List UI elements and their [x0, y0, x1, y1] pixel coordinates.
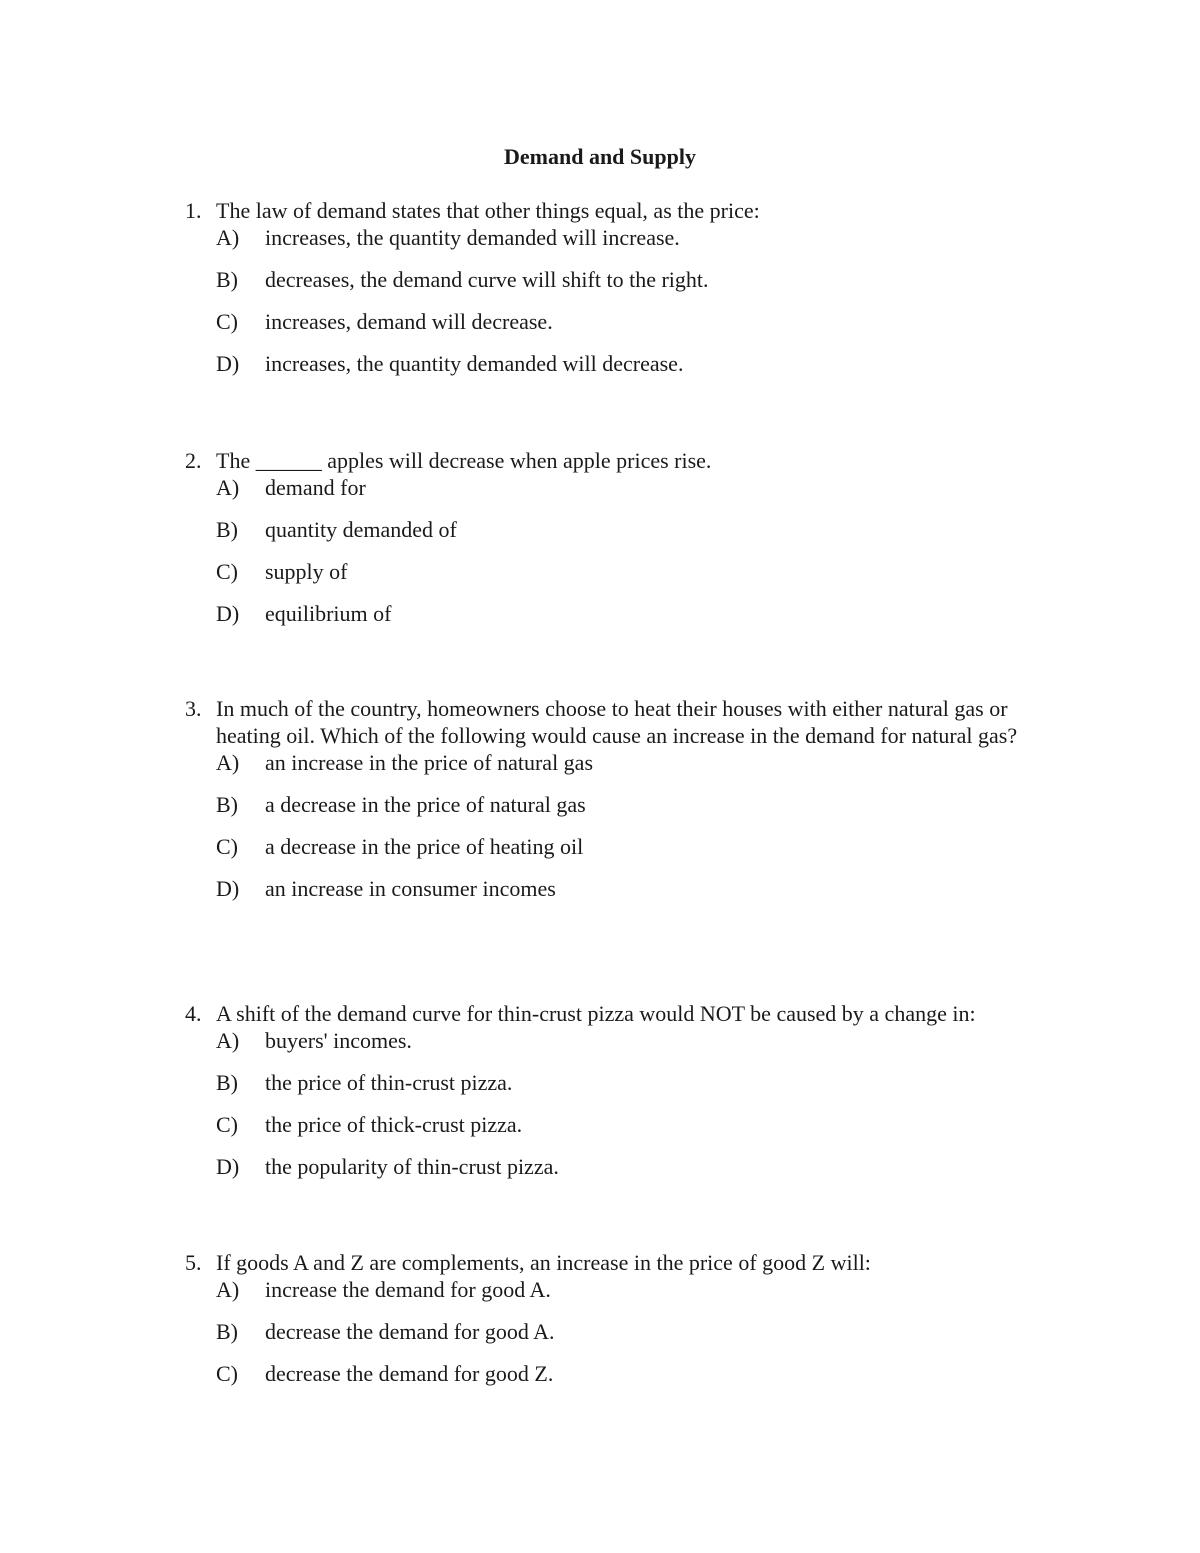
question-2	[185, 447, 1065, 642]
question-number: 5.	[185, 1250, 202, 1275]
option-text: increases, the quantity demanded will decrease.	[265, 351, 684, 376]
option-text: equilibrium of	[265, 601, 392, 626]
option-text: quantity demanded of	[265, 517, 457, 542]
question-stem	[185, 695, 1065, 749]
option-a	[185, 474, 1065, 516]
question-stem	[185, 197, 1065, 224]
option-c	[185, 833, 1065, 875]
option-letter: B)	[216, 792, 238, 817]
option-text: decrease the demand for good A.	[265, 1319, 555, 1344]
option-a	[185, 1276, 1065, 1318]
option-text: a decrease in the price of heating oil	[265, 834, 584, 859]
option-b	[185, 516, 1065, 558]
option-b	[185, 1318, 1065, 1360]
option-a	[185, 224, 1065, 266]
option-d	[185, 600, 1065, 642]
option-b	[185, 791, 1065, 833]
option-letter: A)	[216, 225, 240, 250]
question-1	[185, 197, 1065, 392]
question-text: The law of demand states that other things equal, as the price:	[216, 198, 760, 223]
option-text: decrease the demand for good Z.	[265, 1361, 554, 1386]
option-d	[185, 1153, 1065, 1195]
question-number: 1.	[185, 198, 202, 223]
option-text: increases, demand will decrease.	[265, 309, 553, 334]
option-text: an increase in consumer incomes	[265, 876, 556, 901]
option-c	[185, 558, 1065, 600]
option-list	[185, 749, 1065, 917]
option-text: increase the demand for good A.	[265, 1277, 551, 1302]
option-text: buyers' incomes.	[265, 1028, 412, 1053]
question-stem	[185, 1000, 1065, 1027]
option-a	[185, 1027, 1065, 1069]
option-letter: D)	[216, 1154, 240, 1179]
question-text: In much of the country, homeowners choose to heat their houses with either natural gas or heating oil. Which of the following would cause an increase in the demand for natural gas?	[216, 696, 1018, 748]
option-text: an increase in the price of natural gas	[265, 750, 594, 775]
question-number: 4.	[185, 1001, 202, 1026]
option-letter: D)	[216, 601, 240, 626]
question-3	[185, 695, 1065, 917]
option-list	[185, 224, 1065, 392]
question-stem	[185, 1249, 1065, 1276]
option-text: the popularity of thin-crust pizza.	[265, 1154, 559, 1179]
option-d	[185, 875, 1065, 917]
option-text: increases, the quantity demanded will increase.	[265, 225, 680, 250]
option-letter: A)	[216, 1028, 240, 1053]
option-letter: B)	[216, 1070, 238, 1095]
option-letter: C)	[216, 309, 238, 334]
option-c	[185, 308, 1065, 350]
option-letter: D)	[216, 351, 240, 376]
option-letter: A)	[216, 475, 240, 500]
option-d	[185, 350, 1065, 392]
option-letter: C)	[216, 1361, 238, 1386]
option-text: a decrease in the price of natural gas	[265, 792, 586, 817]
option-list	[185, 1027, 1065, 1195]
option-text: the price of thick-crust pizza.	[265, 1112, 523, 1137]
option-text: supply of	[265, 559, 348, 584]
option-letter: D)	[216, 876, 240, 901]
option-letter: B)	[216, 1319, 238, 1344]
option-c	[185, 1360, 1065, 1402]
option-letter: B)	[216, 517, 238, 542]
option-text: demand for	[265, 475, 366, 500]
option-list	[185, 474, 1065, 642]
option-letter: C)	[216, 559, 238, 584]
question-text: The ______ apples will decrease when apple prices rise.	[216, 448, 712, 473]
option-b	[185, 1069, 1065, 1111]
option-letter: A)	[216, 1277, 240, 1302]
question-number: 2.	[185, 448, 202, 473]
question-4	[185, 1000, 1065, 1195]
option-text: decreases, the demand curve will shift to the right.	[265, 267, 709, 292]
question-text: A shift of the demand curve for thin-crust pizza would NOT be caused by a change in:	[216, 1001, 976, 1026]
option-text: the price of thin-crust pizza.	[265, 1070, 513, 1095]
question-5	[185, 1249, 1065, 1402]
option-list	[185, 1276, 1065, 1402]
question-text: If goods A and Z are complements, an increase in the price of good Z will:	[216, 1250, 871, 1275]
option-letter: C)	[216, 834, 238, 859]
option-a	[185, 749, 1065, 791]
question-number: 3.	[185, 696, 202, 721]
option-letter: C)	[216, 1112, 238, 1137]
option-letter: B)	[216, 267, 238, 292]
question-stem	[185, 447, 1065, 474]
option-letter: A)	[216, 750, 240, 775]
page-title: Demand and Supply	[504, 144, 696, 169]
option-c	[185, 1111, 1065, 1153]
option-b	[185, 266, 1065, 308]
